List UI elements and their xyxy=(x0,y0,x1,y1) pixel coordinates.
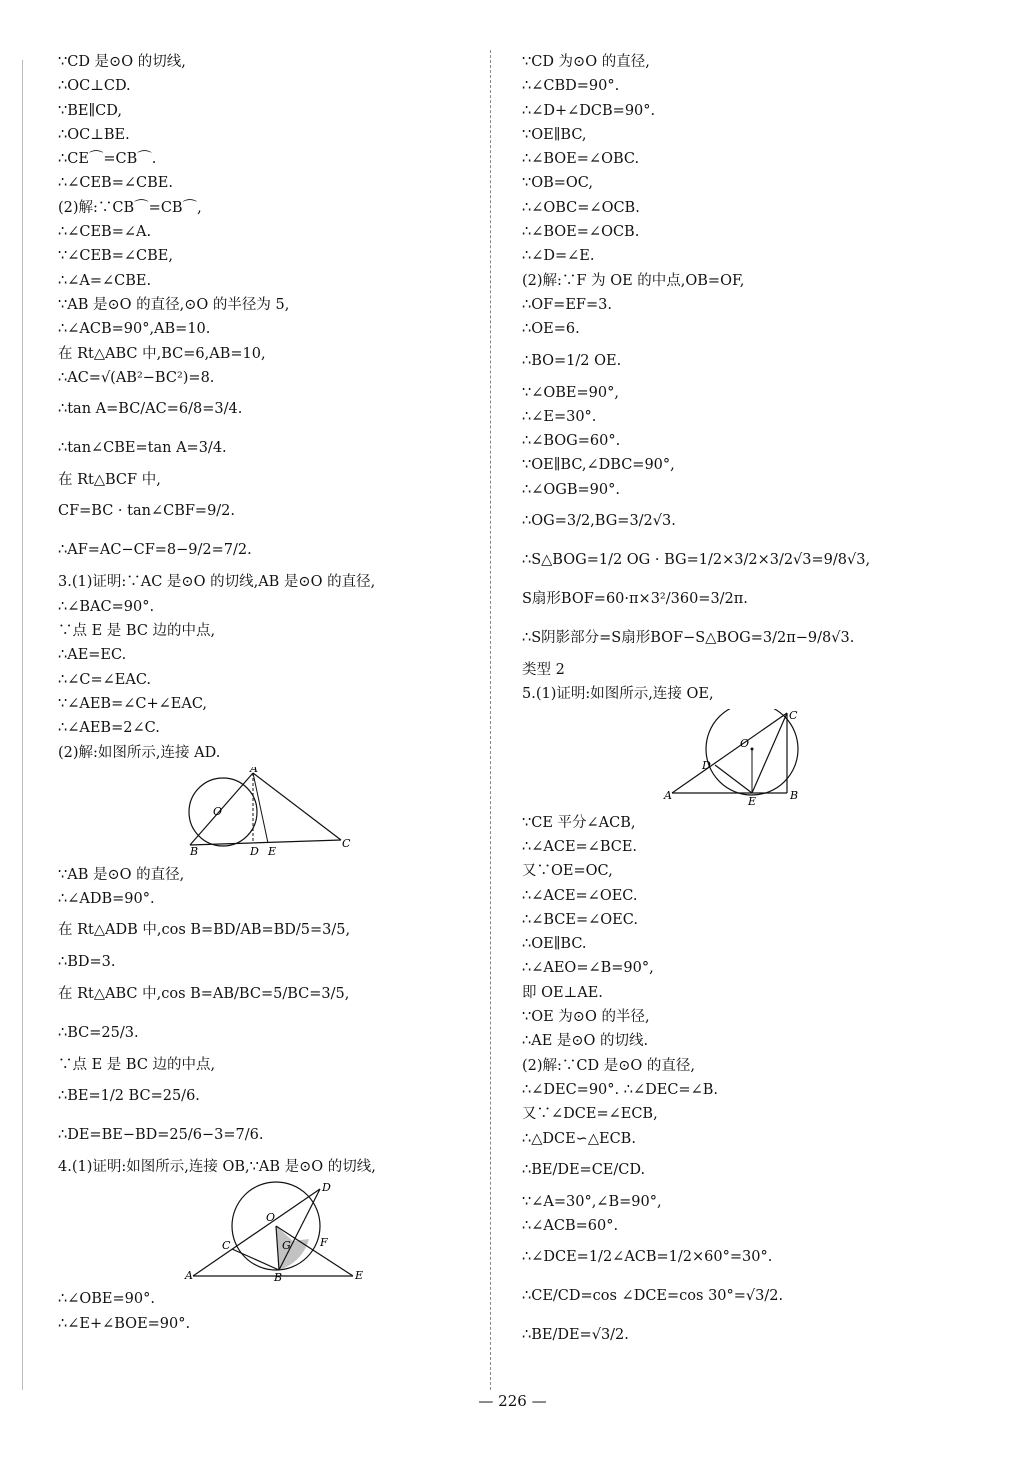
solution-line: ∴S阴影部分=S扇形BOF−S△BOG=3/2π−9/8√3. xyxy=(522,630,855,647)
solution-line: ∴∠OBE=90°. xyxy=(58,1291,155,1308)
figure-circle-angle-bisector xyxy=(522,709,992,805)
solution-line: 又∵OE=OC, xyxy=(522,863,613,880)
label-B: B xyxy=(790,788,799,802)
solution-line: ∵∠OBE=90°, xyxy=(522,384,619,401)
figure-circle-shaded-sector xyxy=(58,1181,458,1281)
solution-line: ∴∠BAC=90°. xyxy=(58,598,155,615)
solution-line: ∴OG=3/2,BG=3/2√3. xyxy=(522,513,676,530)
solution-line: ∴OF=EF=3. xyxy=(522,296,612,313)
solution-line: 类型 2 xyxy=(522,662,565,679)
figure-fig1 xyxy=(58,767,458,861)
solution-line: ∴BO=1/2 OE. xyxy=(522,352,622,369)
solution-line: ∴CE⌒=CB⌒. xyxy=(58,151,157,168)
solution-line: CF=BC · tan∠CBF=9/2. xyxy=(58,503,236,520)
solution-line: 在 Rt△ADB 中,cos B=BD/AB=BD/5=3/5, xyxy=(58,922,351,939)
label-B: B xyxy=(274,1271,283,1282)
solution-line: ∴∠C=∠EAC. xyxy=(58,671,152,688)
solution-line: ∴∠BCE=∠OEC. xyxy=(522,911,638,928)
solution-line: ∵CD 为⊙O 的直径, xyxy=(522,54,650,70)
solution-line: ∴∠DCE=1/2∠ACB=1/2×60°=30°. xyxy=(522,1249,773,1266)
solution-line: ∵AB 是⊙O 的直径, xyxy=(58,866,185,883)
solution-line: ∴∠D+∠DCB=90°. xyxy=(522,102,656,119)
right-column xyxy=(522,50,992,1355)
solution-line: 4.(1)证明:如图所示,连接 OB,∵AB 是⊙O 的切线, xyxy=(58,1159,376,1176)
label-F: F xyxy=(320,1236,328,1250)
solution-line: ∴∠E=30°. xyxy=(522,408,597,425)
left-column xyxy=(58,50,458,1336)
solution-line: ∵AB 是⊙O 的直径,⊙O 的半径为 5, xyxy=(58,296,290,313)
solution-line: ∵点 E 是 BC 边的中点, xyxy=(58,1056,216,1073)
solution-line: ∴BE/DE=√3/2. xyxy=(522,1327,629,1344)
solution-line: ∴BC=25/3. xyxy=(58,1024,139,1041)
column-divider xyxy=(490,50,491,1390)
solution-line: ∴∠AEO=∠B=90°, xyxy=(522,960,654,977)
label-C: C xyxy=(342,836,351,850)
solution-line: ∵∠CEB=∠CBE, xyxy=(58,248,173,265)
solution-line: ∵BE∥CD, xyxy=(58,102,122,119)
label-A: A xyxy=(185,1269,193,1282)
label-C: C xyxy=(789,708,798,722)
solution-line: ∴∠CEB=∠A. xyxy=(58,224,152,241)
solution-line: ∴∠ACB=90°,AB=10. xyxy=(58,321,211,338)
solution-line: ∴∠BOE=∠OCB. xyxy=(522,224,640,241)
label-G: G xyxy=(282,1239,291,1253)
solution-line: ∴∠DEC=90°. ∴∠DEC=∠B. xyxy=(522,1081,718,1098)
label-E: E xyxy=(268,844,277,857)
solution-line: ∴∠BOG=60°. xyxy=(522,433,621,450)
figure-fig3 xyxy=(522,709,992,809)
solution-line: ∴△DCE∽△ECB. xyxy=(522,1130,636,1147)
solution-line: ∴S△BOG=1/2 OG · BG=1/2×3/2×3/2√3=9/8√3, xyxy=(522,552,871,569)
solution-line: (2)解:∵F 为 OE 的中点,OB=OF, xyxy=(522,272,745,289)
solution-line: ∴OE∥BC. xyxy=(522,936,587,953)
solution-line: ∴tan A=BC/AC=6/8=3/4. xyxy=(58,401,243,418)
solution-line: ∴OC⊥CD. xyxy=(58,78,131,95)
solution-line: ∴∠ACE=∠OEC. xyxy=(522,887,638,904)
solution-line: ∴AF=AC−CF=8−9/2=7/2. xyxy=(58,542,252,559)
solution-line: 在 Rt△ABC 中,cos B=AB/BC=5/BC=3/5, xyxy=(58,985,350,1002)
solution-line: ∴BD=3. xyxy=(58,954,116,971)
solution-line: ∴∠BOE=∠OBC. xyxy=(522,151,640,168)
solution-line: ∵CD 是⊙O 的切线, xyxy=(58,54,186,70)
solution-line: (2)解:∵CD 是⊙O 的直径, xyxy=(522,1057,696,1074)
label-E: E xyxy=(748,794,757,805)
solution-line: ∴BE/DE=CE/CD. xyxy=(522,1161,646,1178)
solution-line: ∴DE=BE−BD=25/6−3=7/6. xyxy=(58,1127,264,1144)
solution-line: ∴∠CBD=90°. xyxy=(522,78,620,95)
solution-line: ∵OB=OC, xyxy=(522,175,593,192)
solution-line: 即 OE⊥AE. xyxy=(522,984,603,1001)
solution-line: 在 Rt△ABC 中,BC=6,AB=10, xyxy=(58,345,266,362)
solution-line: ∴AE 是⊙O 的切线. xyxy=(522,1033,649,1050)
solution-line: ∴∠OGB=90°. xyxy=(522,481,620,498)
solution-line: ∴CE/CD=cos ∠DCE=cos 30°=√3/2. xyxy=(522,1288,784,1305)
label-B: B xyxy=(190,844,199,857)
figure-circle-tangent-abc xyxy=(58,767,458,857)
label-C: C xyxy=(222,1239,231,1253)
solution-line: ∴∠OBC=∠OCB. xyxy=(522,199,640,216)
solution-line: ∴∠D=∠E. xyxy=(522,248,595,265)
solution-line: ∵点 E 是 BC 边的中点, xyxy=(58,623,216,640)
page-edge-line xyxy=(22,60,23,1390)
solution-line: 5.(1)证明:如图所示,连接 OE, xyxy=(522,686,714,703)
solution-line: ∵CE 平分∠ACB, xyxy=(522,814,636,831)
solution-line: ∴BE=1/2 BC=25/6. xyxy=(58,1088,200,1105)
solution-line: 3.(1)证明:∵AC 是⊙O 的切线,AB 是⊙O 的直径, xyxy=(58,574,376,591)
solution-line: ∵OE∥BC, xyxy=(522,126,587,143)
page-number: — 226 — xyxy=(478,1392,547,1410)
solution-line: ∴OC⊥BE. xyxy=(58,126,130,143)
label-E: E xyxy=(355,1269,364,1282)
solution-line: ∴∠ACE=∠BCE. xyxy=(522,838,638,855)
solution-line: ∴AC=√(AB²−BC²)=8. xyxy=(58,369,215,386)
solution-line: ∴∠A=∠CBE. xyxy=(58,272,152,289)
solution-line: ∵OE∥BC,∠DBC=90°, xyxy=(522,457,675,474)
label-D: D xyxy=(702,758,711,772)
solution-line: ∴∠CEB=∠CBE. xyxy=(58,175,173,192)
solution-line: S扇形BOF=60·π×3²/360=3/2π. xyxy=(522,591,748,608)
solution-line: (2)解:∵CB⌒=CB⌒, xyxy=(58,199,202,216)
solution-line: ∵∠A=30°,∠B=90°, xyxy=(522,1193,662,1210)
figure-fig2 xyxy=(58,1181,458,1285)
label-O: O xyxy=(740,736,750,750)
label-A: A xyxy=(664,788,672,802)
solution-line: ∴∠ADB=90°. xyxy=(58,891,155,908)
solution-line: ∴AE=EC. xyxy=(58,647,127,664)
label-O: O xyxy=(266,1211,276,1225)
label-D: D xyxy=(250,844,259,857)
label-O: O xyxy=(213,804,223,818)
solution-line: ∴∠AEB=2∠C. xyxy=(58,720,160,737)
label-A: A xyxy=(250,766,258,775)
solution-line: ∴∠ACB=60°. xyxy=(522,1218,619,1235)
solution-line: ∵OE 为⊙O 的半径, xyxy=(522,1009,650,1026)
solution-line: ∵∠AEB=∠C+∠EAC, xyxy=(58,695,208,712)
solution-line: ∴OE=6. xyxy=(522,321,580,338)
solution-line: 又∵∠DCE=∠ECB, xyxy=(522,1106,658,1123)
solution-line: ∴∠E+∠BOE=90°. xyxy=(58,1315,191,1332)
label-D: D xyxy=(322,1181,331,1195)
solution-line: ∴tan∠CBE=tan A=3/4. xyxy=(58,440,227,457)
solution-line: 在 Rt△BCF 中, xyxy=(58,472,161,489)
solution-line: (2)解:如图所示,连接 AD. xyxy=(58,744,221,761)
